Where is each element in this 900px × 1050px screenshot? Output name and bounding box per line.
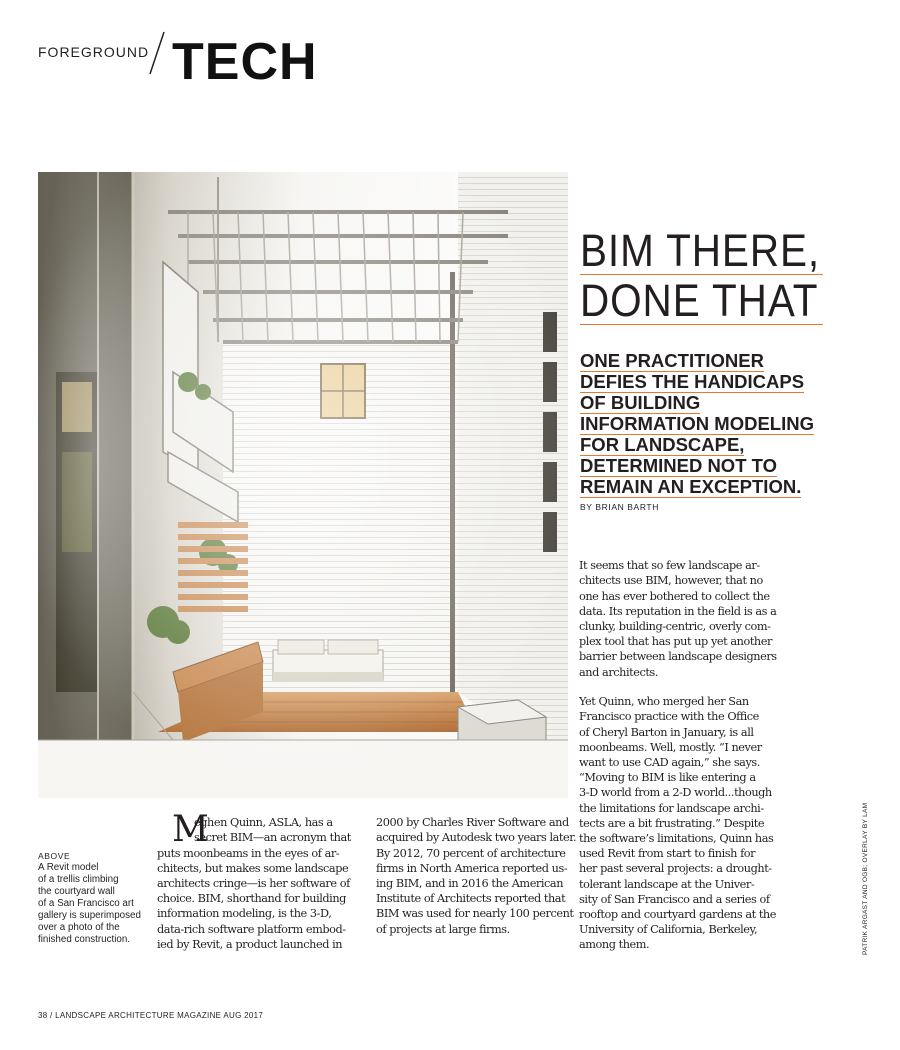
body-line: chitects, but makes some landscape <box>157 862 349 875</box>
byline: BY BRIAN BARTH <box>580 502 659 512</box>
feature-photo <box>38 172 568 798</box>
body-line: barrier between landscape designers <box>579 650 777 663</box>
body-line: firms in North America reported us- <box>376 862 568 875</box>
body-line: want to use CAD again,” she says. <box>579 756 760 769</box>
caption-line: the courtyard wall <box>38 886 115 897</box>
deck-line: REMAIN AN EXCEPTION. <box>580 476 802 497</box>
body-line: data-rich software platform embod- <box>157 923 346 936</box>
deck-line: ONE PRACTITIONER <box>580 350 764 371</box>
body-line: one has ever bothered to collect the <box>579 590 770 603</box>
caption-label: ABOVE <box>38 851 71 861</box>
body-line: rooftop and courtyard gardens at the <box>579 908 776 921</box>
deck-line: FOR LANDSCAPE, <box>580 434 745 455</box>
photo-credit-text: PATRIK ARGAST AND OGB; OVERLAY BY LAM <box>862 802 869 955</box>
body-line: Francisco practice with the Office <box>579 710 759 723</box>
body-line: ied by Revit, a product launched in <box>157 938 343 951</box>
body-line: BIM was used for nearly 100 percent <box>376 907 574 920</box>
body-line: tects are a bit frustrating.” Despite <box>579 817 765 830</box>
body-line: tolerant landscape at the Univer- <box>579 878 755 891</box>
body-line: her past several projects: a drought- <box>579 862 772 875</box>
body-line: University of California, Berkeley, <box>579 923 758 936</box>
body-line: data. Its reputation in the field is as a <box>579 605 777 618</box>
body-line: plex tool that has put up yet another <box>579 635 772 648</box>
body-line: By 2012, 70 percent of architecture <box>376 847 566 860</box>
body-line: moonbeams. Well, mostly. “I never <box>579 741 762 754</box>
body-line: used Revit from start to finish for <box>579 847 756 860</box>
body-line: and architects. <box>579 666 658 679</box>
body-line: acquired by Autodesk two years later. <box>376 831 577 844</box>
body-line: Yet Quinn, who merged her San <box>579 695 749 708</box>
headline-line-2: DONE THAT <box>580 278 823 325</box>
deck-line: DEFIES THE HANDICAPS <box>580 371 805 392</box>
section-title: TECH <box>172 33 318 91</box>
body-line: choice. BIM, shorthand for building <box>157 892 346 905</box>
body-line: sity of San Francisco and a series of <box>579 893 770 906</box>
body-line: secret BIM—an acronym that <box>194 831 351 844</box>
body-line: the software’s limitations, Quinn has <box>579 832 774 845</box>
body-line: among them. <box>579 938 650 951</box>
deck-line: DETERMINED NOT TO <box>580 455 777 476</box>
photo-credit <box>862 802 872 955</box>
deck-line: INFORMATION MODELING <box>580 413 814 434</box>
headline-line-1: BIM THERE, <box>580 228 823 275</box>
body-line: of projects at large firms. <box>376 923 510 936</box>
body-line: eghen Quinn, ASLA, has a <box>194 816 333 829</box>
caption-line: finished construction. <box>38 934 131 945</box>
body-line: of Cheryl Barton in January, is all <box>579 726 754 739</box>
body-line: It seems that so few landscape ar- <box>579 559 760 572</box>
caption-line: A Revit model <box>38 862 99 873</box>
caption-line: over a photo of the <box>38 922 120 933</box>
body-line: information modeling, is the 3-D, <box>157 907 332 920</box>
body-line: the limitations for landscape archi- <box>579 802 764 815</box>
drop-cap: M <box>172 809 209 850</box>
body-line: ing BIM, and in 2016 the American <box>376 877 564 890</box>
header-slash-divider <box>146 28 168 78</box>
section-label: FOREGROUND <box>38 44 150 60</box>
body-line: clunky, building-centric, overly com- <box>579 620 771 633</box>
body-line: architects cringe—is her software of <box>157 877 350 890</box>
body-line: puts moonbeams in the eyes of ar- <box>157 847 340 860</box>
body-line: Institute of Architects reported that <box>376 892 566 905</box>
deck-line: OF BUILDING <box>580 392 701 413</box>
body-line: “Moving to BIM is like entering a <box>579 771 756 784</box>
body-line: chitects use BIM, however, that no <box>579 574 763 587</box>
caption-line: of a trellis climbing <box>38 874 119 885</box>
page-footer: 38 / LANDSCAPE ARCHITECTURE MAGAZINE AUG 2017 <box>38 1011 264 1020</box>
body-line: 3-D world from a 2-D world...though <box>579 786 772 799</box>
body-line: 2000 by Charles River Software and <box>376 816 569 829</box>
caption-line: gallery is superimposed <box>38 910 141 921</box>
caption-line: of a San Francisco art <box>38 898 134 909</box>
